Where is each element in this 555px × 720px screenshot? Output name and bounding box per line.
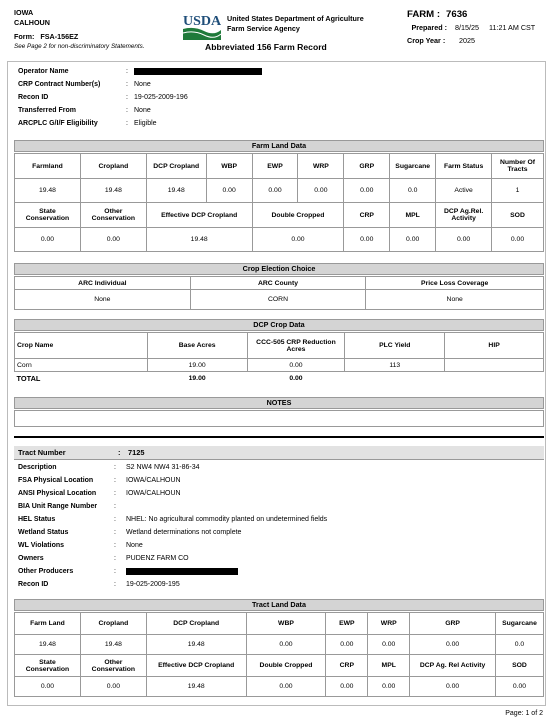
farm-land-head-cell: DCP Ag.Rel. Activity [436, 203, 492, 228]
header-left [14, 8, 145, 52]
tract-land-head-cell: Cropland [80, 613, 146, 635]
tract-land-cell: 0.00 [410, 677, 496, 697]
tract-land-cell: 19.48 [146, 635, 246, 655]
transferred-from-key: Transferred From [18, 107, 76, 114]
tract-key: Owners [18, 555, 44, 562]
colon: : [126, 68, 128, 75]
tract-land-cell: 0.00 [246, 635, 326, 655]
agency-line2: Farm Service Agency [227, 23, 300, 33]
farm-land-cell: 0.00 [344, 228, 390, 252]
farm-land-head-cell: GRP [344, 154, 390, 179]
crop-election-head-cell: Price Loss Coverage [366, 277, 544, 290]
tract-land-cell: 0.00 [368, 635, 410, 655]
tract-land-head-cell: Double Cropped [246, 655, 326, 677]
tract-land-head-cell: Effective DCP Cropland [146, 655, 246, 677]
state-label: IOWA [14, 8, 34, 17]
usda-logo-text: USDA [183, 14, 222, 29]
eligibility-value: Eligible [134, 120, 157, 127]
crp-contract-key: CRP Contract Number(s) [18, 81, 101, 88]
farm-land-cell: 0.00 [252, 179, 298, 203]
crop-election-cell: CORN [190, 290, 366, 310]
farm-land-cell: 0.00 [252, 228, 344, 252]
farm-land-cell: Active [436, 179, 492, 203]
farm-land-table [14, 153, 544, 252]
crop-election-value-row [15, 290, 544, 310]
dcp-crop-head-cell: PLC Yield [345, 333, 445, 359]
farm-land-head-cell: State Conservation [15, 203, 81, 228]
farm-land-head-cell: WBP [206, 154, 252, 179]
farm-land-cell: 0.00 [15, 228, 81, 252]
nondiscrimination-note: See Page 2 for non-discriminatory Statements. [14, 43, 145, 50]
tract-value: IOWA/CALHOUN [126, 490, 181, 497]
dcp-crop-head-cell: Base Acres [147, 333, 247, 359]
tract-value: NHEL: No agricultural commodity planted on undetermined fields [126, 516, 328, 523]
farm-land-cell: 19.48 [146, 179, 206, 203]
tract-land-cell: 0.00 [368, 677, 410, 697]
tract-land-head-cell: EWP [326, 613, 368, 635]
tract-land-head-cell: DCP Cropland [146, 613, 246, 635]
notes-box [14, 410, 544, 427]
notes-header: NOTES [14, 397, 544, 409]
tract-land-data-header: Tract Land Data [14, 599, 544, 611]
crop-election-head-cell: ARC County [190, 277, 366, 290]
tract-value [126, 568, 238, 575]
farm-land-data-header: Farm Land Data [14, 140, 544, 152]
tract-land-head-cell: Farm Land [15, 613, 81, 635]
dcp-crop-head-cell: Crop Name [15, 333, 148, 359]
tract-key: FSA Physical Location [18, 477, 94, 484]
redaction-bar [126, 568, 238, 575]
tract-land-head-row [15, 613, 544, 635]
tract-number-value: 7125 [128, 448, 145, 457]
crop-election-header: Crop Election Choice [14, 263, 544, 275]
tract-key: Other Producers [18, 568, 74, 575]
dcp-crop-head-cell: CCC-505 CRP Reduction Acres [247, 333, 345, 359]
crop-election-head-row [15, 277, 544, 290]
tract-key: Wetland Status [18, 529, 69, 536]
tract-land-cell: 0.00 [410, 635, 496, 655]
tract-land-head-cell: GRP [410, 613, 496, 635]
form-title: Abbreviated 156 Farm Record [205, 42, 327, 52]
prepared-label: Prepared : [411, 23, 447, 32]
tract-key: HEL Status [18, 516, 56, 523]
crop-election-head-cell: ARC Individual [15, 277, 191, 290]
crop-year-value: 2025 [459, 36, 475, 45]
farm-land-cell: 0.0 [390, 179, 436, 203]
tract-land-cell: 0.00 [15, 677, 81, 697]
crop-election-cell: None [366, 290, 544, 310]
county-label: CALHOUN [14, 18, 50, 27]
form-id: FSA-156EZ [40, 32, 79, 41]
tract-land-cell: 0.00 [246, 677, 326, 697]
farm-land-head-row-2 [15, 203, 544, 228]
farm-land-cell: 19.48 [15, 179, 81, 203]
tract-key: Recon ID [18, 581, 49, 588]
farm-land-head-cell: Number Of Tracts [492, 154, 544, 179]
farm-land-head-cell: EWP [252, 154, 298, 179]
recon-id-key: Recon ID [18, 94, 49, 101]
operator-block: Operator Name : CRP Contract Number(s) : None Recon ID : 19-025-2009-196 Transferred From : None ARCPLC G/I/F Eligibility : Eligible [18, 68, 518, 132]
dcp-crop-cell: 0.00 [247, 359, 345, 372]
farm-land-cell: 19.48 [80, 179, 146, 203]
crop-election-table [14, 276, 544, 310]
tract-land-cell: 0.0 [495, 635, 543, 655]
tract-land-head-cell: SOD [495, 655, 543, 677]
crp-contract-value: None [134, 81, 151, 88]
tract-land-value-row [15, 635, 544, 655]
farm-land-head-cell: SOD [492, 203, 544, 228]
tract-value: IOWA/CALHOUN [126, 477, 181, 484]
tract-land-head-cell: MPL [368, 655, 410, 677]
tract-land-head-cell: WBP [246, 613, 326, 635]
farm-land-cell: 0.00 [492, 228, 544, 252]
dcp-crop-cell: 113 [345, 359, 445, 372]
dcp-crop-row [15, 359, 544, 372]
prepared-date: 8/15/25 [455, 23, 479, 32]
farm-land-head-cell: MPL [390, 203, 436, 228]
page-number: Page: 1 of 2 [505, 710, 543, 717]
form-id-row [14, 32, 145, 42]
farm-land-head-cell: Farm Status [436, 154, 492, 179]
dcp-crop-table [14, 332, 544, 386]
farm-land-cell: 0.00 [344, 179, 390, 203]
farm-land-head-cell: Farmland [15, 154, 81, 179]
redaction-bar [134, 68, 262, 75]
tract-value: PUDENZ FARM CO [126, 555, 189, 562]
tract-land-head-cell: Sugarcane [495, 613, 543, 635]
farm-land-head-cell: Other Conservation [80, 203, 146, 228]
farm-land-cell: 19.48 [146, 228, 252, 252]
crop-election-cell: None [15, 290, 191, 310]
farm-land-head-cell: DCP Cropland [146, 154, 206, 179]
dcp-crop-head-cell: HIP [445, 333, 544, 359]
header-right [407, 8, 535, 47]
farm-land-head-cell: CRP [344, 203, 390, 228]
farm-land-head-cell: Effective DCP Cropland [146, 203, 252, 228]
tract-land-cell: 19.48 [15, 635, 81, 655]
tract-key: WL Violations [18, 542, 65, 549]
tract-land-table [14, 612, 544, 697]
farm-land-value-row-2 [15, 228, 544, 252]
tract-land-head-cell: Other Conservation [80, 655, 146, 677]
tract-info-block: Description : S2 NW4 NW4 31-86-34 FSA Physical Location : IOWA/CALHOUN ANSI Physical Location : IOWA/CALHOUN BIA Unit Range Number : HEL Status : NHEL: No agricultural commodity planted on undetermined fields Wetland Status : Wetland determinations not complete WL Violations : None Owners : PUDENZ FARM CO Other Producers : Recon ID : 19-025-2009-195 [18, 464, 328, 588]
farm-land-head-cell: Sugarcane [390, 154, 436, 179]
farm-land-cell: 0.00 [436, 228, 492, 252]
dcp-crop-total-cell: 19.00 [188, 375, 206, 383]
tract-value: Wetland determinations not complete [126, 529, 242, 536]
tract-number-label: Tract Number [18, 448, 66, 457]
crop-year-label: Crop Year : [407, 36, 446, 45]
tract-value: 19-025-2009-195 [126, 581, 180, 588]
agency-line1: United States Department of Agriculture [227, 14, 364, 23]
dcp-crop-total-label: TOTAL [16, 374, 41, 384]
farm-land-cell: 0.00 [80, 228, 146, 252]
farm-land-value-row [15, 179, 544, 203]
tract-land-cell: 19.48 [146, 677, 246, 697]
farm-land-cell: 0.00 [298, 179, 344, 203]
tract-land-cell: 0.00 [80, 677, 146, 697]
tract-key: BIA Unit Range Number [18, 503, 98, 510]
dcp-crop-total-row [15, 372, 544, 386]
form-label: Form: [14, 32, 35, 41]
transferred-from-value: None [134, 107, 151, 114]
eligibility-key: ARCPLC G/I/F Eligibility [18, 120, 98, 127]
dcp-crop-data-header: DCP Crop Data [14, 319, 544, 331]
tract-land-head-cell: DCP Ag. Rel Activity [410, 655, 496, 677]
farm-number: 7636 [446, 9, 468, 20]
tract-value: None [126, 542, 143, 549]
tract-key: ANSI Physical Location [18, 490, 97, 497]
tract-number-bar: Tract Number : 7125 [14, 446, 544, 460]
dcp-crop-head-row [15, 333, 544, 359]
usda-logo [182, 12, 222, 40]
recon-id-value: 19-025-2009-196 [134, 94, 188, 101]
tract-land-cell: 0.00 [495, 677, 543, 697]
tract-land-head-cell: WRP [368, 613, 410, 635]
tract-land-head-row-2 [15, 655, 544, 677]
farm-land-cell: 0.00 [390, 228, 436, 252]
agency-name [227, 14, 364, 33]
farm-land-head-cell: WRP [298, 154, 344, 179]
tract-key: Description [18, 464, 57, 471]
dcp-crop-cell [445, 359, 544, 372]
prepared-time: 11:21 AM CST [488, 23, 536, 32]
farm-land-head-row [15, 154, 544, 179]
dcp-crop-total-cell: 0.00 [289, 375, 303, 383]
dcp-crop-cell: Corn [15, 359, 148, 372]
dcp-crop-cell: 19.00 [147, 359, 247, 372]
tract-land-cell: 0.00 [326, 677, 368, 697]
operator-name-value [134, 68, 262, 75]
tract-land-cell: 0.00 [326, 635, 368, 655]
tract-value: S2 NW4 NW4 31-86-34 [126, 464, 200, 471]
farm-land-head-cell: Double Cropped [252, 203, 344, 228]
tract-land-cell: 19.48 [80, 635, 146, 655]
operator-name-key: Operator Name [18, 68, 69, 75]
farm-label: FARM : [407, 9, 441, 20]
tract-land-head-cell: CRP [326, 655, 368, 677]
section-divider [14, 436, 544, 438]
tract-land-head-cell: State Conservation [15, 655, 81, 677]
farm-land-head-cell: Cropland [80, 154, 146, 179]
tract-land-value-row-2 [15, 677, 544, 697]
farm-land-cell: 1 [492, 179, 544, 203]
farm-land-cell: 0.00 [206, 179, 252, 203]
